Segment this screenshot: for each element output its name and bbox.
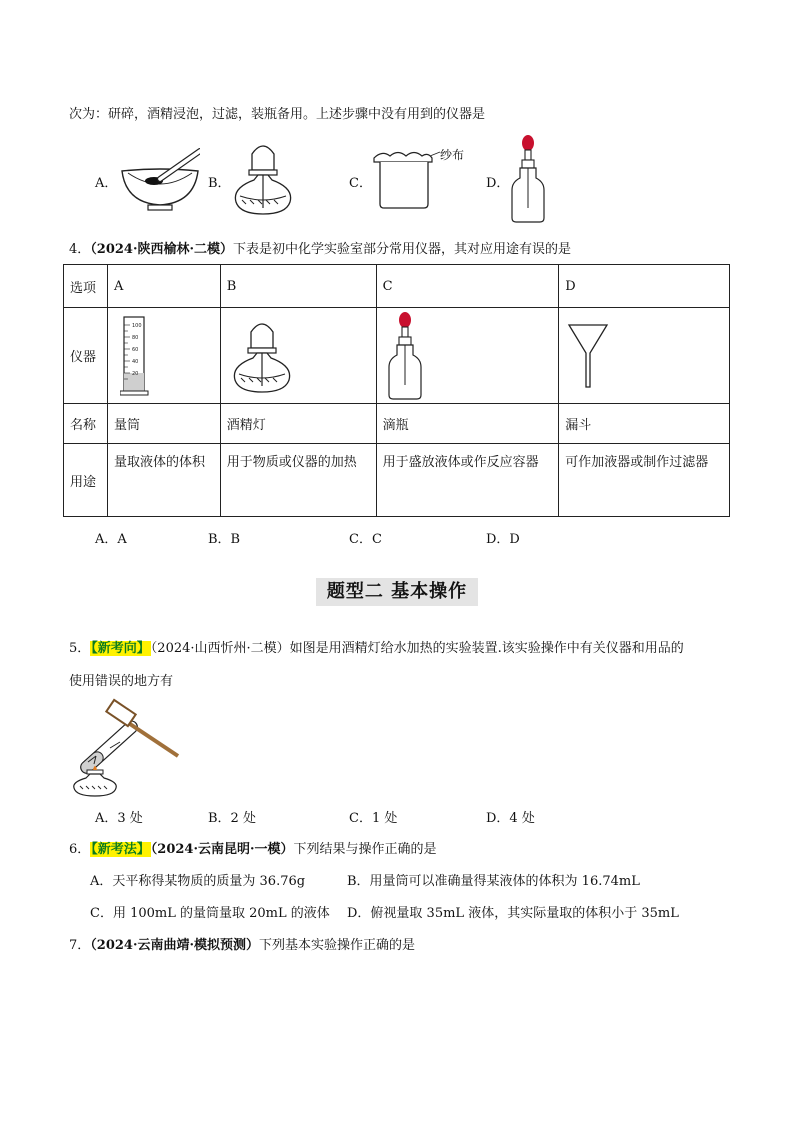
q5-answer-b: B．2 处 (208, 811, 256, 826)
table-cell (559, 308, 730, 404)
table-cell (107, 308, 220, 404)
cylinder-mark: 100 (131, 322, 142, 329)
q5-answer-c: C．1 处 (349, 811, 398, 826)
table-cell: C (376, 265, 559, 308)
table-cell: 仪器 (64, 308, 108, 404)
table-cell: 滴瓶 (376, 404, 559, 444)
q7-stem (69, 934, 415, 953)
alcohol-lamp-icon (231, 318, 293, 394)
q5-tag: 【新考向】 (91, 641, 150, 656)
q3-option-c: C． (349, 176, 372, 191)
q6-tag: 【新考法】 (91, 842, 150, 857)
table-cell: 量取液体的体积 (107, 444, 220, 517)
q5-stem (69, 637, 684, 656)
q5-text: 如图是用酒精灯给水加热的实验装置.该实验操作中有关仪器和用品的 (289, 641, 684, 656)
funnel-icon (567, 321, 611, 391)
q3-option-d: D． (486, 176, 510, 191)
q3-option-a: A． (95, 176, 118, 191)
q5-stem-line2: 使用错误的地方有 (69, 674, 174, 689)
q4-number: 4． (69, 242, 91, 257)
table-cell: 用于物质或仪器的加热 (220, 444, 376, 517)
q4-answer-d: D．D (486, 532, 520, 547)
q5-answer-a: A．3 处 (95, 811, 143, 826)
q6-source: （2024·云南昆明·一模） (150, 842, 294, 857)
table-cell: 名称 (64, 404, 108, 444)
q7-number: 7． (69, 938, 91, 953)
table-cell: 用于盛放液体或作反应容器 (376, 444, 559, 517)
table-row-header (64, 265, 730, 308)
section-title: 题型二 基本操作 (316, 578, 478, 606)
q4-source: （2024·陕西榆林·二模） (90, 242, 234, 257)
cylinder-mark: 80 (131, 334, 139, 341)
cylinder-mark: 40 (131, 358, 139, 365)
cylinder-mark: 20 (131, 370, 139, 377)
q5-answer-d: D．4 处 (486, 811, 535, 826)
alcohol-lamp-icon (232, 140, 294, 216)
q6-number: 6． (69, 842, 91, 857)
table-cell: 用途 (64, 444, 108, 517)
table-cell: 漏斗 (559, 404, 730, 444)
table-cell: 量筒 (107, 404, 220, 444)
mortar-and-pestle-icon (120, 145, 200, 213)
table-cell: D (559, 265, 730, 308)
q7-source: （2024·云南曲靖·模拟预测） (90, 938, 260, 953)
q7-text: 下列基本实验操作正确的是 (259, 938, 416, 953)
q4-answer-c: C．C (349, 532, 382, 547)
table-cell: 可作加液器或制作过滤器 (559, 444, 730, 517)
q6-option-b: B．用量筒可以准确量得某液体的体积为 16.74mL (347, 874, 640, 889)
table-cell (220, 308, 376, 404)
table-cell: A (107, 265, 220, 308)
dropper-bottle-icon (385, 311, 425, 401)
heating-apparatus-icon (70, 698, 182, 798)
q5-number: 5． (69, 641, 91, 656)
table-row-instrument (64, 308, 730, 404)
q6-option-c: C．用 100mL 的量筒量取 20mL 的液体 (90, 906, 330, 921)
q4-answer-a: A．A (95, 532, 127, 547)
beaker-with-gauze-icon (372, 146, 442, 212)
q6-text: 下列结果与操作正确的是 (293, 842, 437, 857)
table-cell: 选项 (64, 265, 108, 308)
q3-option-b: B． (208, 176, 231, 191)
dropper-bottle-icon (508, 134, 548, 224)
q4-stem (69, 238, 571, 257)
table-cell: 酒精灯 (220, 404, 376, 444)
q3-intro: 次为：研碎，酒精浸泡，过滤，装瓶备用。上述步骤中没有用到的仪器是 (69, 107, 486, 122)
instrument-table (63, 264, 730, 517)
table-row-use (64, 444, 730, 517)
graduated-cylinder-icon (120, 315, 150, 397)
table-row-name (64, 404, 730, 444)
table-cell: B (220, 265, 376, 308)
gauze-label: 纱布 (440, 148, 465, 162)
q6-option-d: D．俯视量取 35mL 液体，其实际量取的体积小于 35mL (347, 906, 679, 921)
q4-text: 下表是初中化学实验室部分常用仪器，其对应用途有误的是 (233, 242, 572, 257)
cylinder-mark: 60 (131, 346, 139, 353)
q4-answer-b: B．B (208, 532, 241, 547)
q6-stem (69, 838, 437, 857)
table-cell (376, 308, 559, 404)
q6-option-a: A．天平称得某物质的质量为 36.76g (90, 874, 306, 889)
q5-source: （2024·山西忻州·二模） (150, 641, 290, 656)
